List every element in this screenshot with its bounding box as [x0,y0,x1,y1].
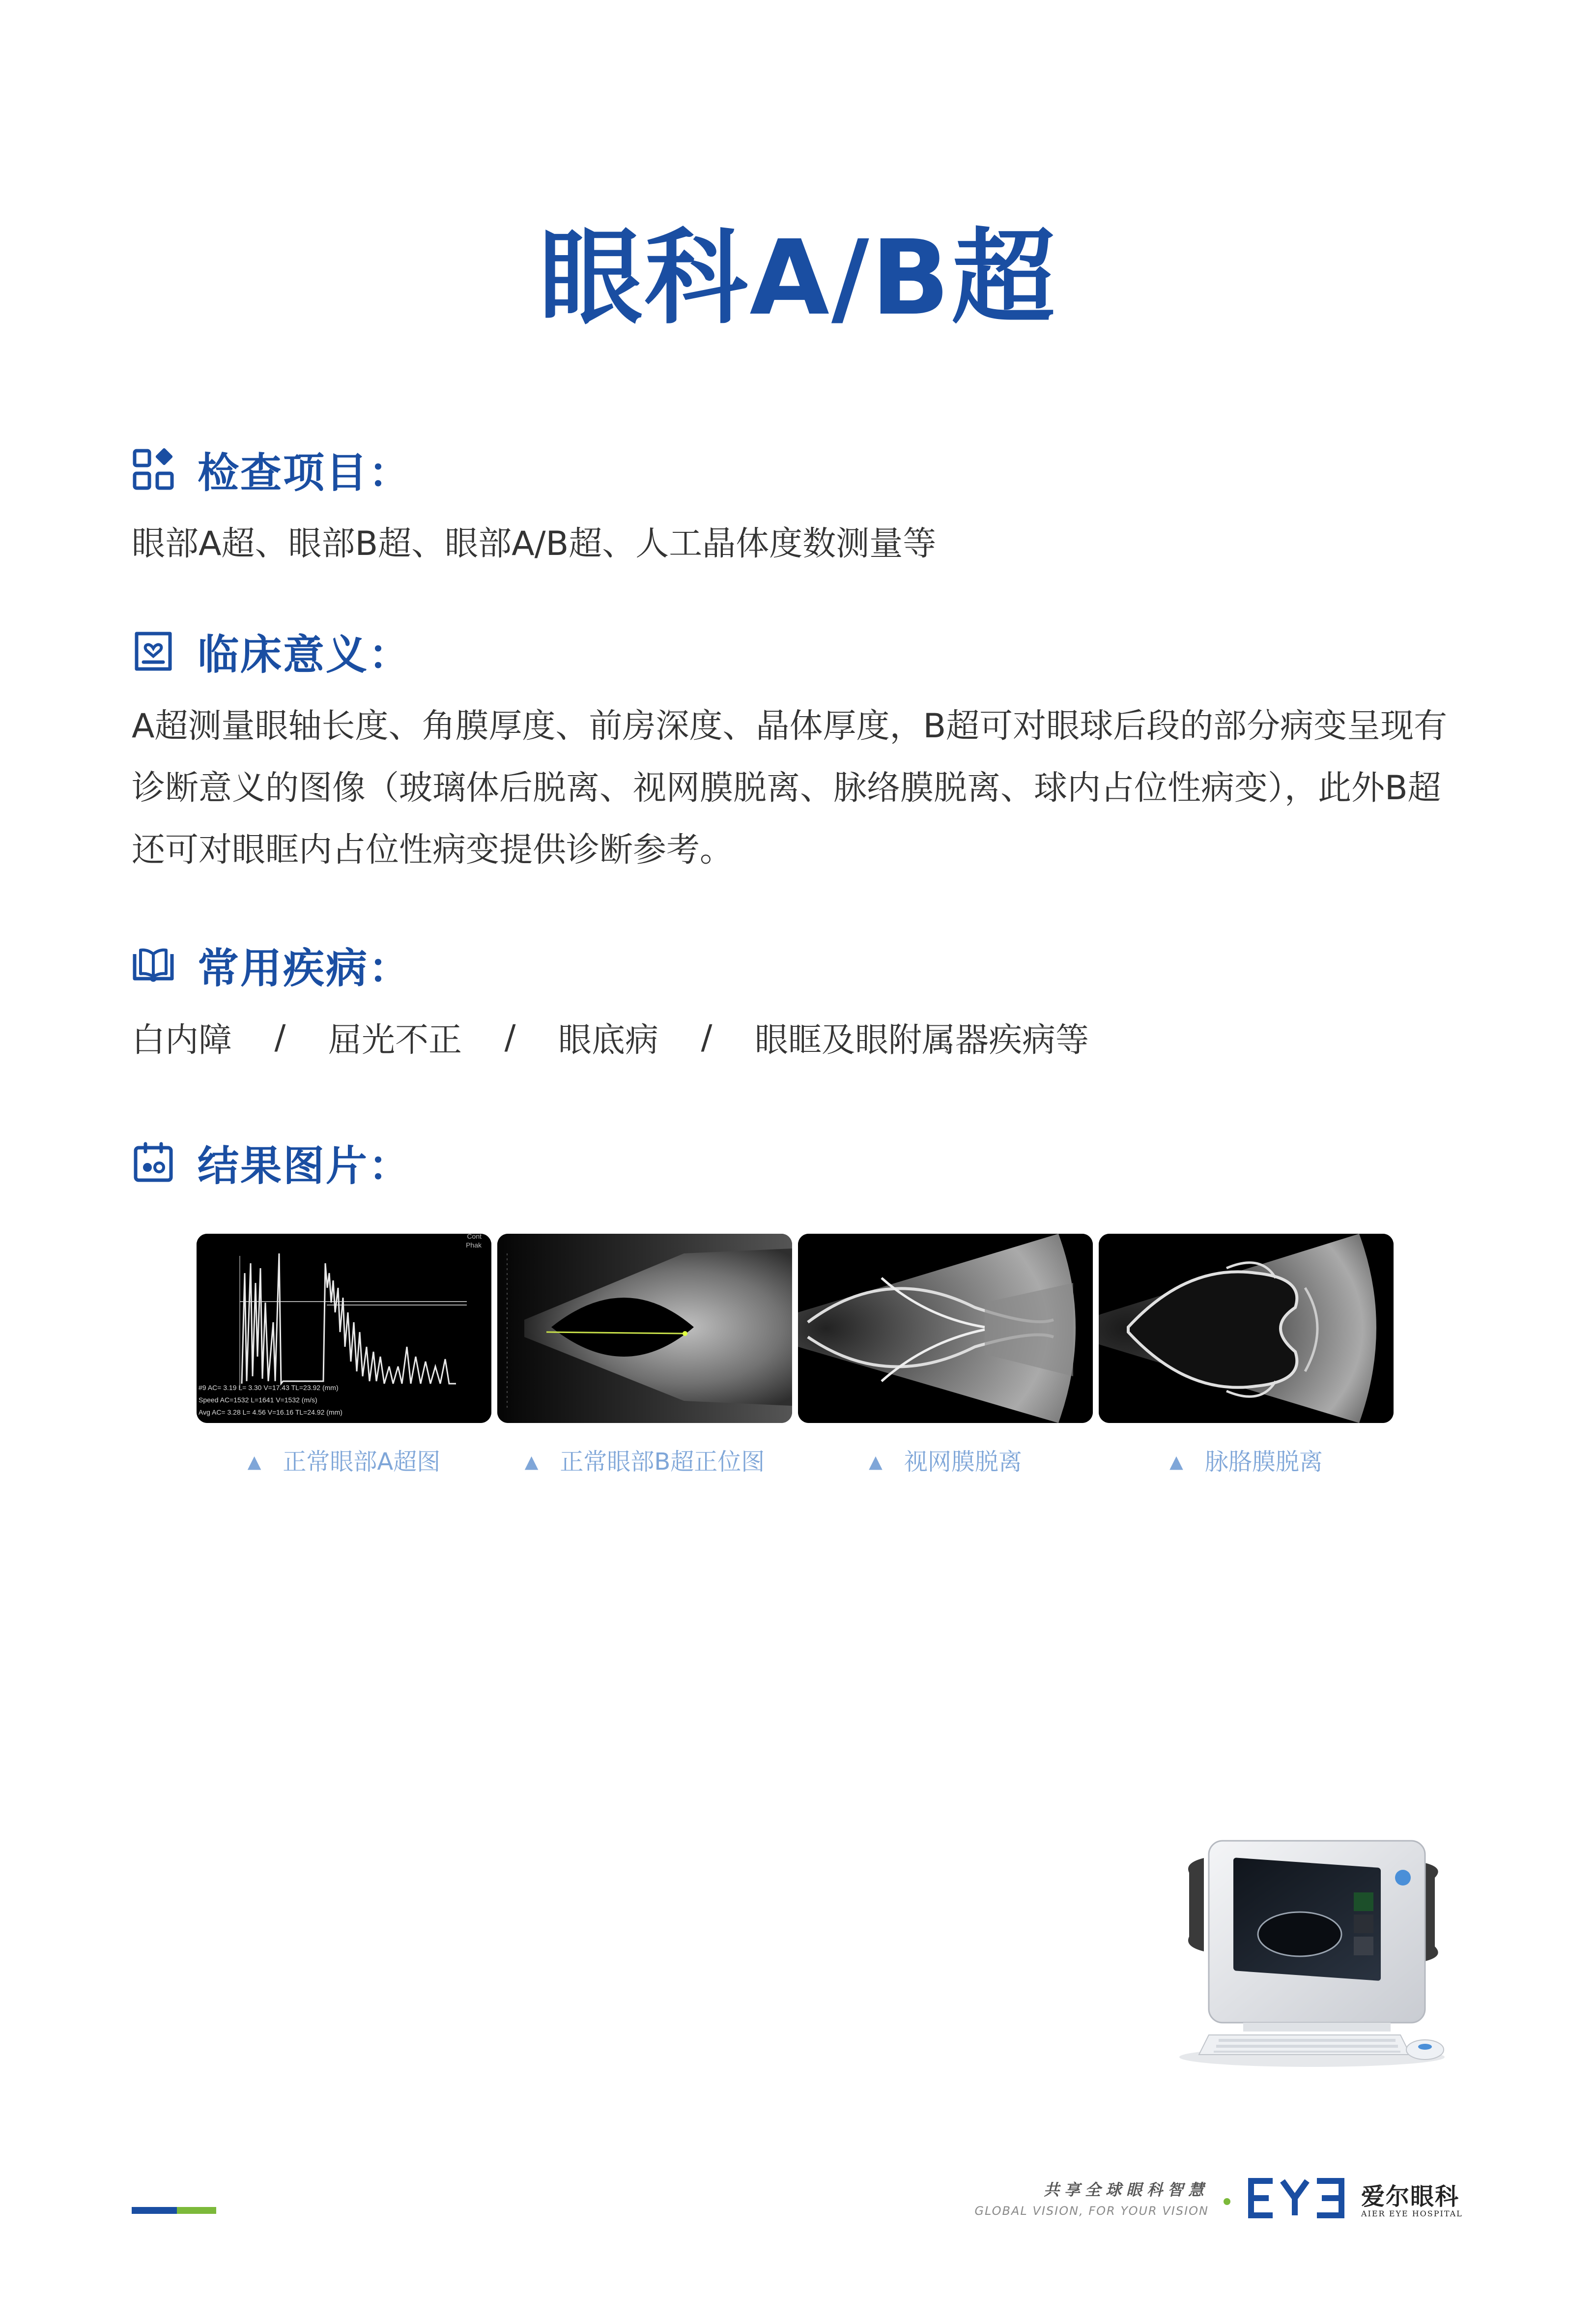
disease-list [132,1010,1089,1064]
b-scan-normal-image [497,1234,792,1423]
footer-bar-blue [132,2207,177,2214]
result-caption [497,1443,792,1477]
disease-separator: / [274,1017,286,1057]
caption-text: 视网膜脱离 [904,1448,1022,1476]
disease-item: 眼底病 [558,1020,659,1060]
a-scan-readout-line: #9 AC= 3.19 L= 3.30 V=17.43 TL=23.92 (mm) [199,1384,339,1392]
brand-name-cn: 爱尔眼科 [1361,2183,1460,2210]
section-clinical-header [132,624,411,678]
triangle-up-icon: ▲ [869,1452,883,1472]
result-caption [1099,1443,1394,1477]
disease-item: 屈光不正 [328,1020,462,1060]
section-diseases-header [132,938,411,992]
grid-icon [132,448,175,491]
eye-logo-icon [1243,2174,1346,2223]
footer-bar-green [177,2207,216,2214]
triangle-up-icon: ▲ [524,1452,539,1472]
clipboard-heart-icon [132,630,175,673]
triangle-up-icon: ▲ [247,1452,261,1472]
clinical-text: A超测量眼轴长度、角膜厚度、前房深度、晶体厚度，B超可对眼球后段的部分病变呈现有诊断意义的图像（玻璃体后脱离、视网膜脱离、脉络膜脱离、球内占位性病变），此外B超还可对眼眶内占位性病变提供诊断参考。 [132,707,1448,870]
logo-dot [1224,2198,1230,2205]
caption-text: 脉胳膜脱离 [1204,1448,1323,1476]
footer-slogan-cn: 共享全球眼科智慧 [1043,2180,1209,2199]
result-caption [197,1443,491,1477]
caption-text: 正常眼部A超图 [283,1448,441,1476]
section-clinical-heading: 临床意义： [198,630,412,679]
disease-separator: / [701,1017,712,1057]
section-exam-items-header [132,442,411,496]
open-book-icon [132,943,175,987]
brand-name-en: AIER EYE HOSPITAL [1361,2209,1463,2218]
page-title: 眼科A/B超 [539,218,1057,338]
ultrasound-device-illustration [1169,1833,1454,2074]
a-scan-image [197,1234,491,1423]
result-caption [798,1443,1093,1477]
section-results-header [132,1135,411,1190]
disease-item: 白内障 [132,1020,232,1060]
a-scan-corner-label: Cont [467,1234,482,1240]
section-diseases-heading: 常用疾病： [198,944,412,992]
triangle-up-icon: ▲ [1169,1452,1183,1472]
a-scan-readout-line: Speed AC=1532 L=1641 V=1532 (m/s) [199,1396,317,1404]
a-scan-readout-line: Avg AC= 3.28 L= 4.56 V=16.16 TL=24.92 (mm) [199,1408,342,1416]
caption-text: 正常眼部B超正位图 [560,1448,765,1476]
disease-separator: / [504,1017,516,1057]
exam-items-text: 眼部A超、眼部B超、眼部A/B超、人工晶体度数测量等 [132,524,937,563]
section-exam-items-heading: 检查项目： [198,448,412,497]
section-results-heading: 结果图片： [198,1141,412,1190]
result-image-strip [197,1234,1396,1425]
disease-item: 眼眶及眼附属器疾病等 [755,1020,1089,1060]
a-scan-corner-label: Phak [466,1241,482,1249]
choroidal-detachment-image [1099,1234,1394,1423]
id-card-icon [132,1141,175,1184]
retinal-detachment-image [798,1234,1093,1423]
footer-slogan-en: GLOBAL VISION, FOR YOUR VISION [974,2204,1209,2218]
